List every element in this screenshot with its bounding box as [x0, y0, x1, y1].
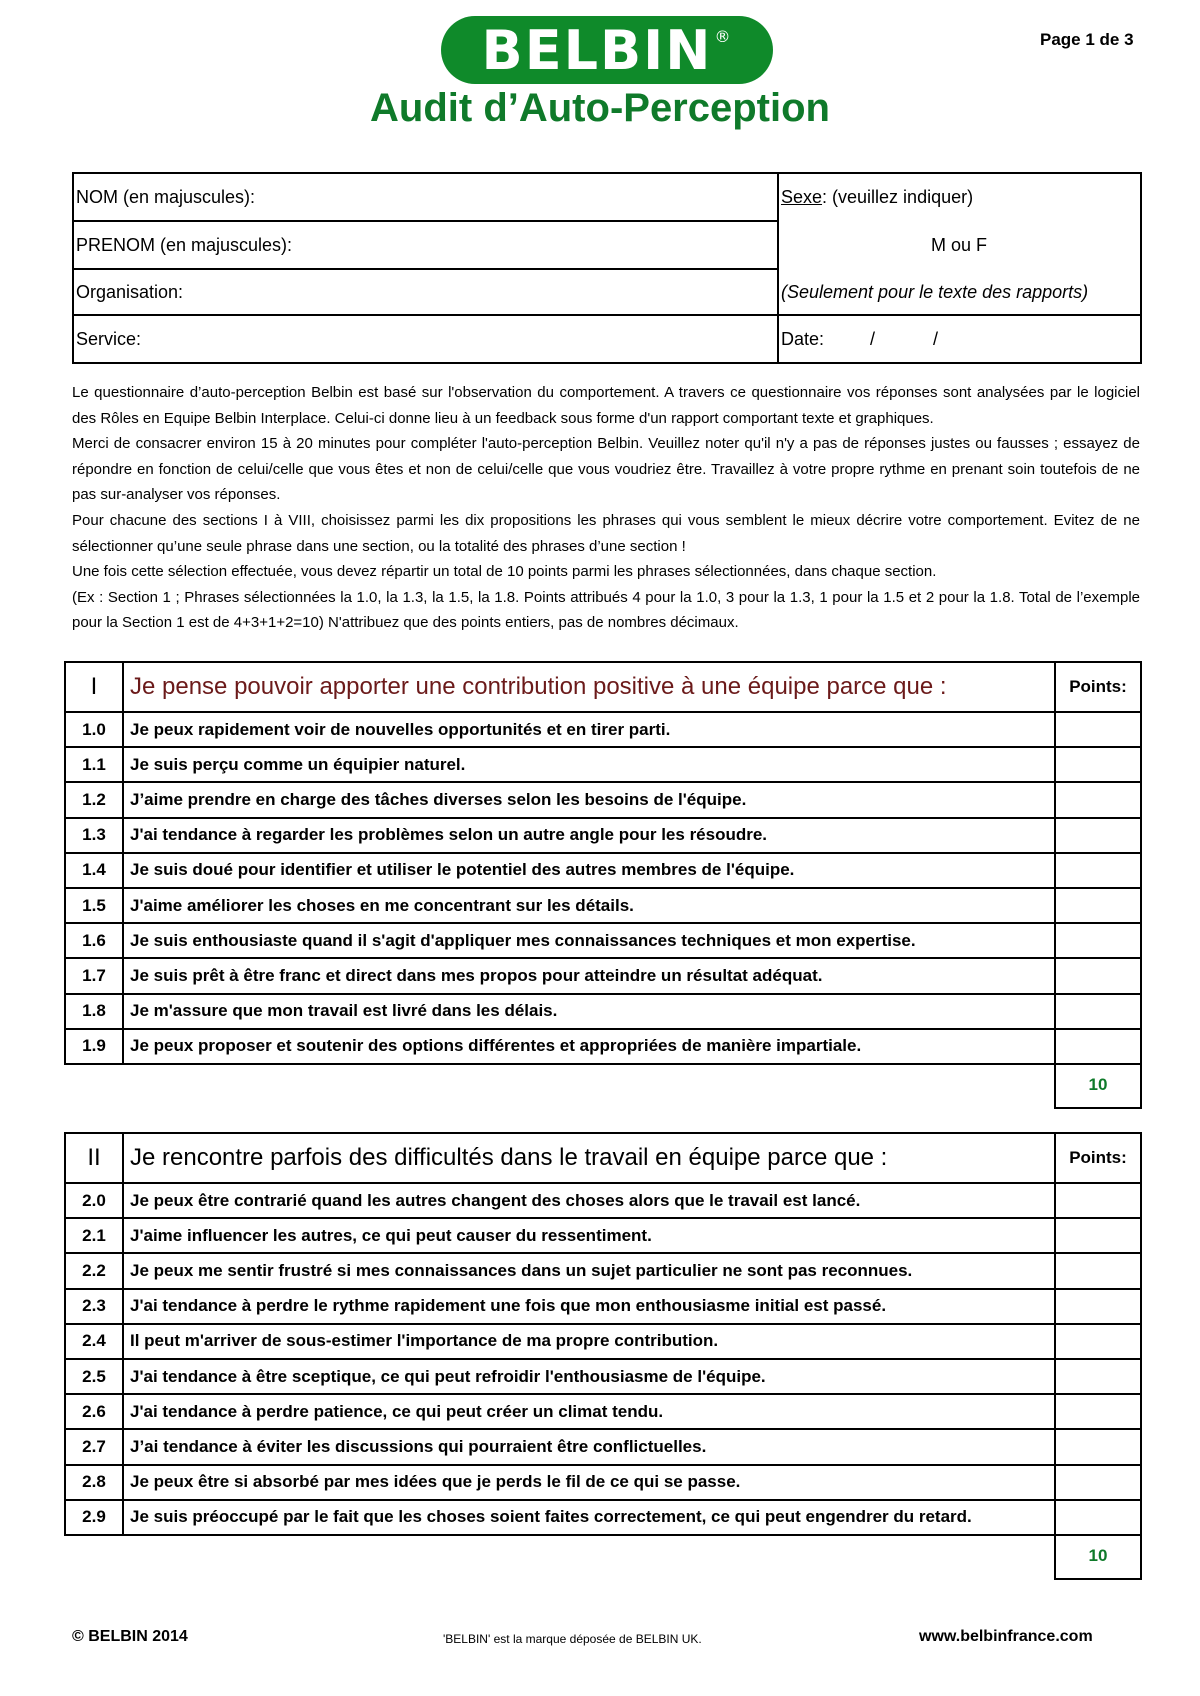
- points-input[interactable]: [1055, 1324, 1141, 1359]
- sexe-note: [779, 270, 1139, 314]
- points-input[interactable]: [1055, 1029, 1141, 1064]
- table-row: [65, 1429, 1141, 1464]
- points-input[interactable]: [1055, 818, 1141, 853]
- nom-label: NOM (en majuscules):: [76, 186, 256, 207]
- date-separator: /: [933, 328, 939, 349]
- table-row: [65, 712, 1141, 747]
- copyright: © BELBIN 2014: [72, 1628, 188, 1645]
- points-input[interactable]: [1055, 1500, 1141, 1535]
- points-input[interactable]: [1055, 1183, 1141, 1218]
- sexe-options: M ou F: [930, 234, 987, 255]
- points-input[interactable]: [1055, 994, 1141, 1029]
- instruction-paragraph: Une fois cette sélection effectuée, vous devez répartir un total de 10 points parmi les phrases sélectionnées, dans chaque section.: [72, 563, 937, 581]
- item-text: J’ai tendance à éviter les discussions qui pourraient être conflictuelles.: [123, 1429, 1055, 1464]
- points-total: 10: [1054, 1063, 1142, 1109]
- points-header: Points:: [1055, 1133, 1141, 1183]
- sexe-instruction: : (veuillez indiquer): [822, 186, 974, 207]
- section-heading: Je pense pouvoir apporter une contribution positive à une équipe parce que :: [123, 662, 1055, 712]
- item-number: 1.7: [65, 958, 123, 993]
- item-number: 1.5: [65, 888, 123, 923]
- sexe-label: Sexe: [781, 186, 823, 207]
- item-number: 1.8: [65, 994, 123, 1029]
- instruction-paragraph: Pour chacune des sections I à VIII, choisissez parmi les dix propositions les phrases qui vous semblent le mieux décrire votre comportement. Evitez de ne sélectionner qu’une seule phrase dans une section, ou la totalité des phrases d’une section !: [72, 511, 1140, 555]
- item-text: J'aime influencer les autres, ce qui peut causer du ressentiment.: [123, 1218, 1055, 1253]
- points-input[interactable]: [1055, 923, 1141, 958]
- page-title: Audit d’Auto-Perception: [370, 86, 830, 130]
- table-row: [65, 994, 1141, 1029]
- item-text: Je suis prêt à être franc et direct dans mes propos pour atteindre un résultat adéquat.: [123, 958, 1055, 993]
- date-field[interactable]: [779, 316, 1139, 362]
- table-row: [65, 958, 1141, 993]
- sexe-note-text: (Seulement pour le texte des rapports): [781, 281, 1089, 302]
- prenom-field[interactable]: [74, 222, 774, 268]
- table-row: [65, 888, 1141, 923]
- sexe-header: [779, 174, 1139, 220]
- points-input[interactable]: [1055, 1359, 1141, 1394]
- table-row: [65, 1253, 1141, 1288]
- table-row: [65, 853, 1141, 888]
- item-text: Je suis enthousiaste quand il s'agit d'appliquer mes connaissances techniques et mon expertise.: [123, 923, 1055, 958]
- service-field[interactable]: [74, 316, 774, 362]
- item-text: Je m'assure que mon travail est livré dans les délais.: [123, 994, 1055, 1029]
- table-row: [65, 1394, 1141, 1429]
- item-text: J'ai tendance à perdre le rythme rapidement une fois que mon enthousiasme initial est passé.: [123, 1289, 1055, 1324]
- table-row: [65, 1029, 1141, 1064]
- item-text: J'aime améliorer les choses en me concentrant sur les détails.: [123, 888, 1055, 923]
- points-input[interactable]: [1055, 853, 1141, 888]
- table-row: [65, 818, 1141, 853]
- item-number: 2.8: [65, 1465, 123, 1500]
- table-row: [65, 782, 1141, 817]
- points-input[interactable]: [1055, 1253, 1141, 1288]
- info-form: [72, 172, 1142, 364]
- table-row: [65, 1359, 1141, 1394]
- points-input[interactable]: [1055, 1289, 1141, 1324]
- item-number: 2.4: [65, 1324, 123, 1359]
- item-text: Je suis préoccupé par le fait que les choses soient faites correctement, ce qui peut engendrer du retard.: [123, 1500, 1055, 1535]
- table-row: [65, 923, 1141, 958]
- item-number: 1.1: [65, 747, 123, 782]
- item-number: 1.6: [65, 923, 123, 958]
- item-text: Il peut m'arriver de sous-estimer l'importance de ma propre contribution.: [123, 1324, 1055, 1359]
- instructions: [72, 380, 1140, 636]
- instruction-paragraph: Merci de consacrer environ 15 à 20 minutes pour compléter l'auto-perception Belbin. Veuillez noter qu'il n'y a pas de réponses justes ou fausses ; essayez de répondre en fonction de celui/celle que vous êtes et non de celui/celle que vous voudriez être. Travaillez à votre propre rythme en prenant soin toutefois de ne pas sur-analyser vos réponses.: [72, 435, 1140, 504]
- section-table: [64, 1132, 1142, 1536]
- item-number: 2.6: [65, 1394, 123, 1429]
- item-text: Je suis perçu comme un équipier naturel.: [123, 747, 1055, 782]
- points-input[interactable]: [1055, 958, 1141, 993]
- item-number: 2.2: [65, 1253, 123, 1288]
- points-total: 10: [1054, 1534, 1142, 1580]
- nom-field[interactable]: [74, 174, 774, 220]
- item-text: Je peux être contrarié quand les autres changent des choses alors que le travail est lancé.: [123, 1183, 1055, 1218]
- points-input[interactable]: [1055, 888, 1141, 923]
- points-input[interactable]: [1055, 712, 1141, 747]
- table-row: [65, 1500, 1141, 1535]
- item-text: J’aime prendre en charge des tâches diverses selon les besoins de l'équipe.: [123, 782, 1055, 817]
- item-number: 2.7: [65, 1429, 123, 1464]
- website-link[interactable]: www.belbinfrance.com: [919, 1628, 1093, 1645]
- item-number: 2.3: [65, 1289, 123, 1324]
- page-number: Page 1 de 3: [1040, 30, 1134, 49]
- item-number: 1.2: [65, 782, 123, 817]
- points-header: Points:: [1055, 662, 1141, 712]
- points-input[interactable]: [1055, 1394, 1141, 1429]
- points-input[interactable]: [1055, 1218, 1141, 1253]
- table-row: [65, 747, 1141, 782]
- table-row: [65, 1324, 1141, 1359]
- sexe-field[interactable]: [779, 222, 1139, 268]
- instruction-paragraph: Le questionnaire d’auto-perception Belbin est basé sur l'observation du comportement. A travers ce questionnaire vos réponses sont analysées par le logiciel des Rôles en Equipe Belbin Interplace. Celui-ci donne lieu à un feedback sous forme d'un rapport comportant texte et graphiques.: [72, 384, 1140, 427]
- section-header: [65, 662, 1141, 712]
- organisation-label: Organisation:: [76, 281, 184, 302]
- item-number: 1.4: [65, 853, 123, 888]
- service-label: Service:: [76, 328, 142, 349]
- table-row: [65, 1289, 1141, 1324]
- item-text: Je peux proposer et soutenir des options différentes et appropriées de manière impartiale.: [123, 1029, 1055, 1064]
- prenom-label: PRENOM (en majuscules):: [76, 234, 293, 255]
- registered-mark: ®: [714, 26, 733, 46]
- points-input[interactable]: [1055, 1429, 1141, 1464]
- section-table: [64, 661, 1142, 1065]
- item-text: Je peux être si absorbé par mes idées que je perds le fil de ce qui se passe.: [123, 1465, 1055, 1500]
- table-row: [65, 1183, 1141, 1218]
- item-number: 2.5: [65, 1359, 123, 1394]
- table-row: [65, 1218, 1141, 1253]
- points-input[interactable]: [1055, 1465, 1141, 1500]
- section-numeral: II: [65, 1133, 123, 1183]
- instruction-paragraph: (Ex : Section 1 ; Phrases sélectionnées la 1.0, la 1.3, la 1.5, la 1.8. Points attribués 4 pour la 1.0, 3 pour la 1.3, 1 pour la 1.5 et 2 pour la 1.8. Total de l’exemple pour la Section 1 est de 4+3+1+2=10) N'attribuez que des points entiers, pas de nombres décimaux.: [72, 588, 1140, 632]
- item-text: J'ai tendance à perdre patience, ce qui peut créer un climat tendu.: [123, 1394, 1055, 1429]
- item-text: Je peux rapidement voir de nouvelles opportunités et en tirer parti.: [123, 712, 1055, 747]
- item-text: J'ai tendance à regarder les problèmes selon un autre angle pour les résoudre.: [123, 818, 1055, 853]
- table-row: [65, 1465, 1141, 1500]
- item-number: 1.9: [65, 1029, 123, 1064]
- item-number: 1.3: [65, 818, 123, 853]
- section-heading: Je rencontre parfois des difficultés dans le travail en équipe parce que :: [123, 1133, 1055, 1183]
- item-number: 2.1: [65, 1218, 123, 1253]
- section-header: [65, 1133, 1141, 1183]
- item-text: J'ai tendance à être sceptique, ce qui peut refroidir l'enthousiasme de l'équipe.: [123, 1359, 1055, 1394]
- section-numeral: I: [65, 662, 123, 712]
- item-text: Je suis doué pour identifier et utiliser le potentiel des autres membres de l'équipe.: [123, 853, 1055, 888]
- item-number: 1.0: [65, 712, 123, 747]
- points-input[interactable]: [1055, 782, 1141, 817]
- logo-text: BELBIN: [481, 18, 713, 82]
- date-label: Date:: [781, 328, 825, 349]
- date-separator: /: [870, 328, 876, 349]
- item-text: Je peux me sentir frustré si mes connaissances dans un sujet particulier ne sont pas reconnues.: [123, 1253, 1055, 1288]
- item-number: 2.9: [65, 1500, 123, 1535]
- organisation-field[interactable]: [74, 270, 774, 314]
- trademark-note: 'BELBIN' est la marque déposée de BELBIN UK.: [443, 1632, 702, 1646]
- item-number: 2.0: [65, 1183, 123, 1218]
- belbin-logo: [441, 16, 773, 84]
- points-input[interactable]: [1055, 747, 1141, 782]
